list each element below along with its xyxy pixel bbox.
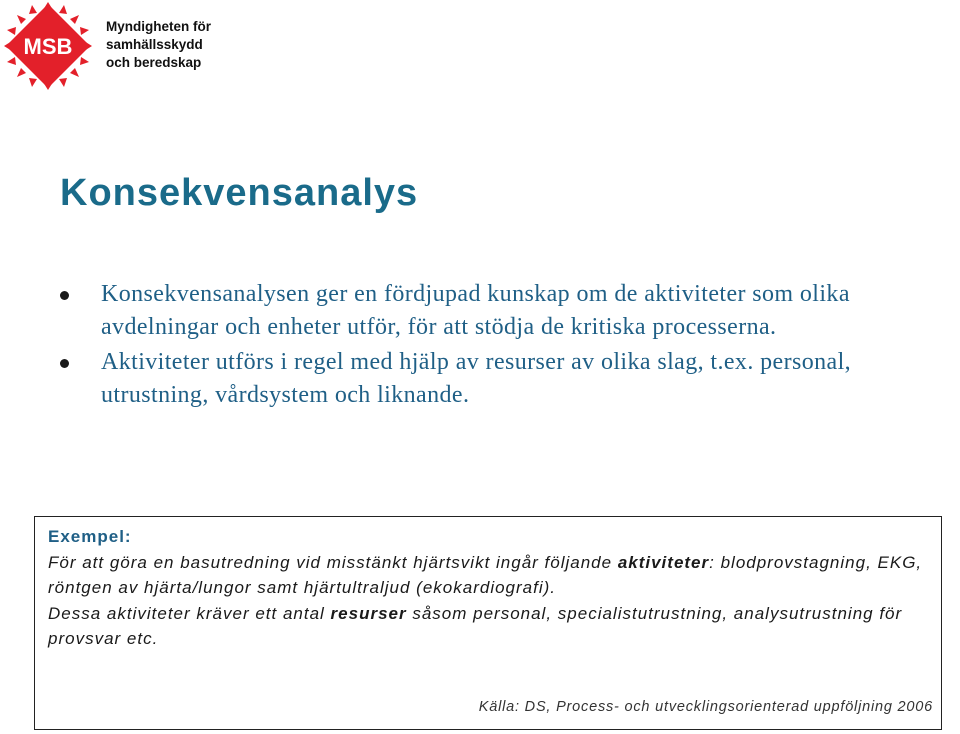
msb-logo	[4, 2, 224, 90]
bullet-text: Aktiviteter utförs i regel med hjälp av resurser av olika slag, t.ex. personal, utrustning, vårdsystem och liknande.	[101, 349, 852, 408]
keyword-resurser: resurser	[330, 603, 407, 623]
example-heading: Exempel:	[48, 527, 132, 546]
bullet-list	[58, 278, 948, 414]
msb-logo-mark	[4, 2, 92, 90]
example-content	[48, 524, 931, 652]
example-box	[34, 516, 942, 730]
example-text: För att göra en basutredning vid misstänkt hjärtsvikt ingår följande	[48, 552, 618, 572]
example-paragraph-1	[48, 550, 931, 601]
bullet-item	[58, 346, 948, 412]
logo-name-line: samhällsskydd	[106, 37, 203, 52]
source-citation: Källa: DS, Process- och utvecklingsorienterad uppföljning 2006	[478, 698, 933, 715]
bullet-dot-icon	[60, 359, 69, 368]
keyword-aktiviteter: aktiviteter	[617, 552, 710, 572]
example-text: Dessa aktiviteter kräver ett antal	[48, 603, 331, 623]
logo-abbreviation: MSB	[23, 34, 73, 59]
logo-name-line: och beredskap	[106, 55, 202, 70]
example-text: : blodprovstagning, EKG, röntgen av hjärta/lungor samt hjärtultraljud (ekokardiografi).	[48, 552, 923, 597]
bullet-text: Konsekvensanalysen ger en fördjupad kunskap om de aktiviteter som olika avdelningar och enheter utför, för att stödja de kritiska processerna.	[101, 281, 850, 340]
bullet-dot-icon	[60, 291, 69, 300]
logo-name-line: Myndigheten för	[106, 19, 211, 34]
bullet-item	[58, 278, 948, 344]
example-paragraph-2	[48, 601, 931, 652]
example-text: såsom personal, specialistutrustning, analysutrustning för provsvar etc.	[48, 603, 903, 648]
logo-agency-name	[106, 18, 211, 72]
slide-title: Konsekvensanalys	[60, 172, 419, 214]
